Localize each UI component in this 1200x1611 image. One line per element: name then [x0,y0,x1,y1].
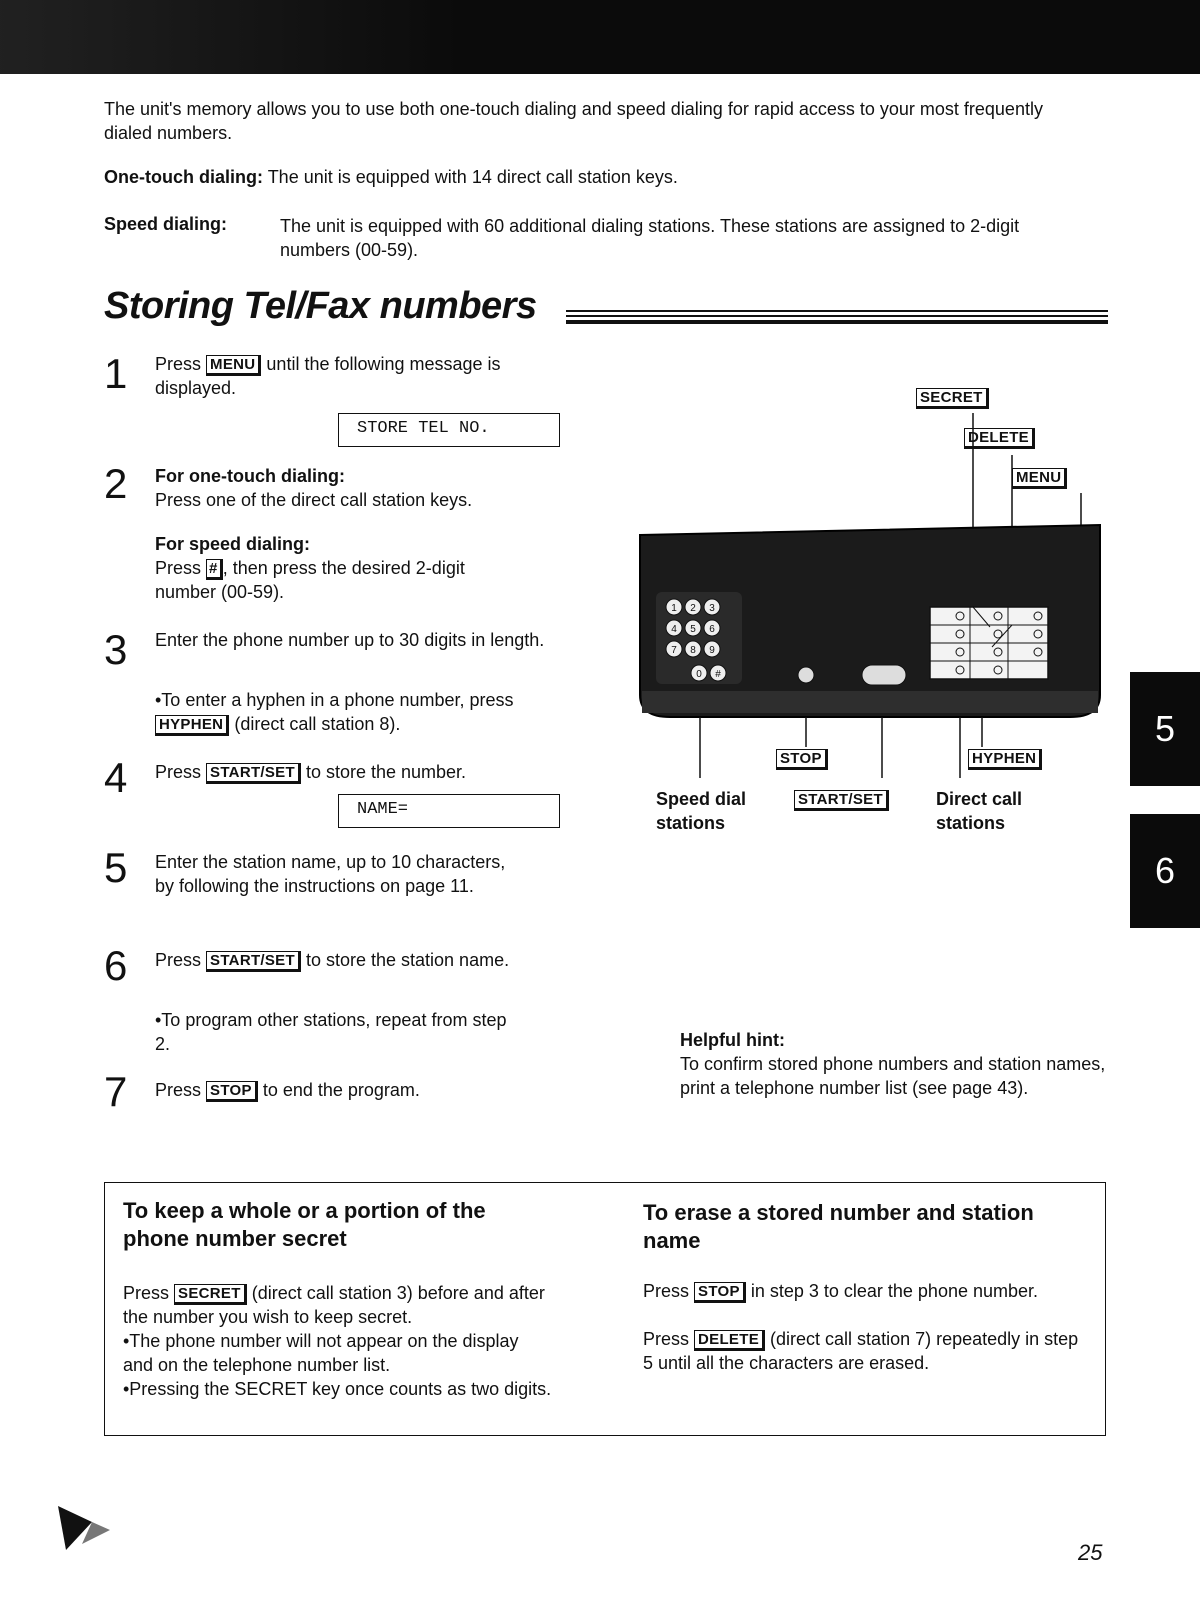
erase-heading: To erase a stored number and station name [643,1200,1034,1253]
erase-desc-2: (direct call station 7) repeatedly in step 5 until all the characters are erased. [643,1329,1079,1373]
stop-key: STOP [206,1081,258,1102]
keypad-key-3: 3 [709,603,715,614]
step-2-heading-speed: For speed dialing: [155,534,311,554]
step-7-press: Press [155,1080,202,1100]
diagram-start-set-key: START/SET [794,790,889,811]
step-3-number: 3 [104,626,128,673]
step-2-press: Press [155,558,202,578]
hint-heading: Helpful hint: [680,1030,785,1050]
secret-key: SECRET [174,1284,247,1305]
secret-press: Press [123,1283,170,1303]
one-touch-text: The unit is equipped with 14 direct call station keys. [267,167,678,187]
keypad-key-2: 2 [690,603,696,614]
direct-call-stations-label: Direct call stations [936,789,1023,833]
step-1-desc: until the following message is displayed. [155,354,501,398]
pound-key: # [206,559,223,580]
diagram-stop-key: STOP [776,749,828,770]
step-3-bullet-b: (direct call station 8). [234,714,401,734]
stop-button-shape [798,667,814,683]
step-6-desc: to store the station name. [305,950,510,970]
step-1-press: Press [155,354,202,374]
lcd-name: NAME= [338,794,560,828]
step-3-text: Enter the phone number up to 30 digits in length. [155,630,545,650]
speed-dial-stations-label: Speed dial stations [656,789,747,833]
lcd-store-tel-no: STORE TEL NO. [338,413,560,447]
erase-text-2 [643,1327,1083,1375]
intro-paragraph: The unit's memory allows you to use both one-touch dialing and speed dialing for rapid access to your most frequently dialed numbers. [104,99,1043,143]
step-6-bullet: •To program other stations, repeat from step 2. [155,1010,507,1054]
keypad-key-5: 5 [690,624,696,635]
diagram-hyphen-key: HYPHEN [968,749,1042,770]
keypad-key-0: 0 [696,669,702,680]
direct-call-station-grid [930,607,1048,679]
header-bar [0,0,1200,74]
erase-press-1: Press [643,1281,690,1301]
step-3-bullet-a: •To enter a hyphen in a phone number, press [155,690,514,710]
hint-text: To confirm stored phone numbers and station names, print a telephone number list (see page 43). [680,1054,1106,1098]
speed-dialing-label: Speed dialing: [104,214,228,234]
keypad-key-4: 4 [671,624,677,635]
step-4-press: Press [155,762,202,782]
secret-bullet-2: •Pressing the SECRET key once counts as two digits. [123,1379,552,1399]
step-1-text [155,352,545,400]
title-rule-2 [566,315,1108,317]
keypad-key-1: 1 [671,603,677,614]
step-6-text [155,948,515,972]
erase-stop-key: STOP [694,1282,746,1303]
secret-text [123,1281,563,1329]
step-5-number: 5 [104,844,128,891]
title-rule-1 [566,310,1108,312]
step-6-number: 6 [104,942,128,989]
secret-desc: (direct call station 3) before and after the number you wish to keep secret. [123,1283,545,1327]
step-7-number: 7 [104,1068,128,1115]
section-title: Storing Tel/Fax numbers [104,285,537,327]
hyphen-key: HYPHEN [155,715,229,736]
step-7-text [155,1078,515,1102]
diagram-menu-key: MENU [1012,468,1067,489]
chapter-tab-6: 6 [1130,814,1200,928]
one-touch-label: One-touch dialing: [104,167,263,187]
keypad-key-6: 6 [709,624,715,635]
page-number: 25 [1078,1540,1103,1565]
control-panel-diagram [630,389,1120,870]
diagram-delete-key: DELETE [964,428,1035,449]
keypad-key-pound: # [715,669,721,680]
keypad-key-7: 7 [671,645,677,656]
info-box [104,1182,1106,1436]
menu-key: MENU [206,355,261,376]
step-6-press: Press [155,950,202,970]
panel-lip [642,691,1098,713]
header-texture [0,0,460,74]
start-set-key-2: START/SET [206,951,301,972]
keypad-key-9: 9 [709,645,715,656]
chapter-tab-5: 5 [1130,672,1200,786]
erase-desc-1: in step 3 to clear the phone number. [750,1281,1039,1301]
secret-heading: To keep a whole or a portion of the phone number secret [123,1198,486,1251]
keypad-key-8: 8 [690,645,696,656]
step-2-number: 2 [104,460,128,507]
one-touch-definition [104,165,1064,189]
corner-arrow-icon [52,1500,116,1556]
diagram-secret-key: SECRET [916,388,989,409]
step-4-number: 4 [104,754,128,801]
title-rule-3 [566,320,1108,324]
step-7-desc: to end the program. [262,1080,420,1100]
step-1-number: 1 [104,350,128,397]
step-2-heading-one-touch: For one-touch dialing: [155,466,345,486]
step-2-one-touch-text: Press one of the direct call station keys. [155,490,473,510]
speed-dialing-text: The unit is equipped with 60 additional dialing stations. These stations are assigned to 2-digit numbers (00-59). [280,216,1020,260]
step-3-bullet [155,688,515,736]
secret-bullet-1: •The phone number will not appear on the display and on the telephone number list. [123,1331,519,1375]
erase-delete-key: DELETE [694,1330,765,1351]
erase-text-1 [643,1279,1083,1303]
step-2-speed-text [155,556,525,604]
start-set-key: START/SET [206,763,301,784]
erase-press-2: Press [643,1329,690,1349]
step-5-text: Enter the station name, up to 10 characters, by following the instructions on page 11. [155,852,506,896]
step-4-desc: to store the number. [305,762,467,782]
step-2-speed-desc: , then press the desired 2-digit number (00-59). [155,558,465,602]
start-set-button-shape [862,665,906,685]
step-4-text [155,760,575,784]
